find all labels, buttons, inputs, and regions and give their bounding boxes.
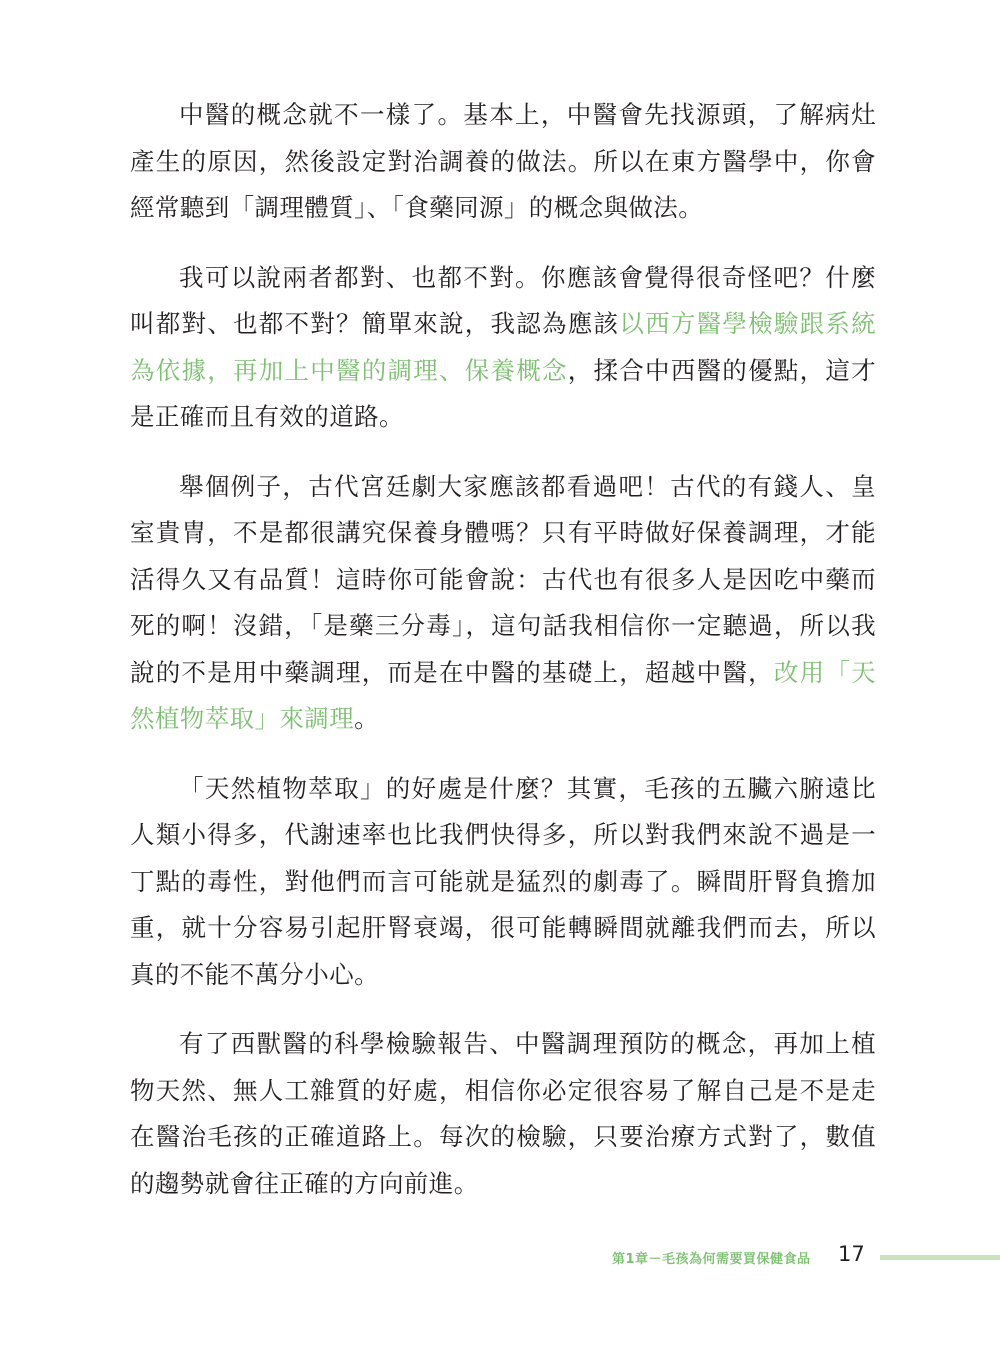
paragraph-2-highlight: 以西方醫學檢驗跟系統為依據，再加上中醫的調理、保養概念 bbox=[130, 309, 876, 385]
body-text bbox=[130, 92, 876, 1230]
paragraph-5 bbox=[130, 1021, 876, 1207]
paragraph-2-text-b: ，揉合中西醫的優點，這才是正確而且有效的道路。 bbox=[130, 355, 876, 431]
paragraph-3-text-b: 。 bbox=[354, 704, 380, 733]
paragraph-3-text-a: 舉個例子，古代宮廷劇大家應該都看過吧！古代的有錢人、皇室貴冑，不是都很講究保養身體嗎？只有平時做好保養調理，才能活得久又有品質！這時你可能會說：古代也有很多人是因吃中藥而死的啊！沒錯，「是藥三分毒」，這句話我相信你一定聽過，所以我說的不是用中藥調理，而是在中醫的基礎上，超越中醫， bbox=[130, 471, 876, 687]
paragraph-4 bbox=[130, 766, 876, 999]
paragraph-2-text-a: 我可以說兩者都對、也都不對。你應該會覺得很奇怪吧？什麼叫都對、也都不對？簡單來說，我認為應該 bbox=[130, 262, 876, 338]
page-footer bbox=[0, 1238, 1000, 1278]
paragraph-3-highlight: 改用「天然植物萃取」來調理 bbox=[130, 657, 876, 733]
paragraph-2 bbox=[130, 255, 876, 441]
paragraph-1 bbox=[130, 92, 876, 232]
footer-rule bbox=[880, 1255, 1000, 1260]
paragraph-5-text: 有了西獸醫的科學檢驗報告、中醫調理預防的概念，再加上植物天然、無人工雜質的好處，相信你必定很容易了解自己是不是走在醫治毛孩的正確道路上。每次的檢驗，只要治療方式對了，數值的趨勢就會往正確的方向前進。 bbox=[130, 1029, 876, 1198]
chapter-title: 第1章－毛孩為何需要買保健食品 bbox=[612, 1252, 811, 1267]
paragraph-1-text: 中醫的概念就不一樣了。基本上，中醫會先找源頭，了解病灶產生的原因，然後設定對治調養的做法。所以在東方醫學中，你會經常聽到「調理體質」、「食藥同源」的概念與做法。 bbox=[130, 100, 876, 222]
paragraph-3 bbox=[130, 464, 876, 743]
paragraph-4-text: 「天然植物萃取」的好處是什麼？其實，毛孩的五臟六腑遠比人類小得多，代謝速率也比我們快得多，所以對我們來說不過是一丁點的毒性，對他們而言可能就是猛烈的劇毒了。瞬間肝腎負擔加重，就十分容易引起肝腎衰竭，很可能轉瞬間就離我們而去，所以真的不能不萬分小心。 bbox=[130, 773, 876, 989]
page-number: 17 bbox=[838, 1242, 865, 1266]
